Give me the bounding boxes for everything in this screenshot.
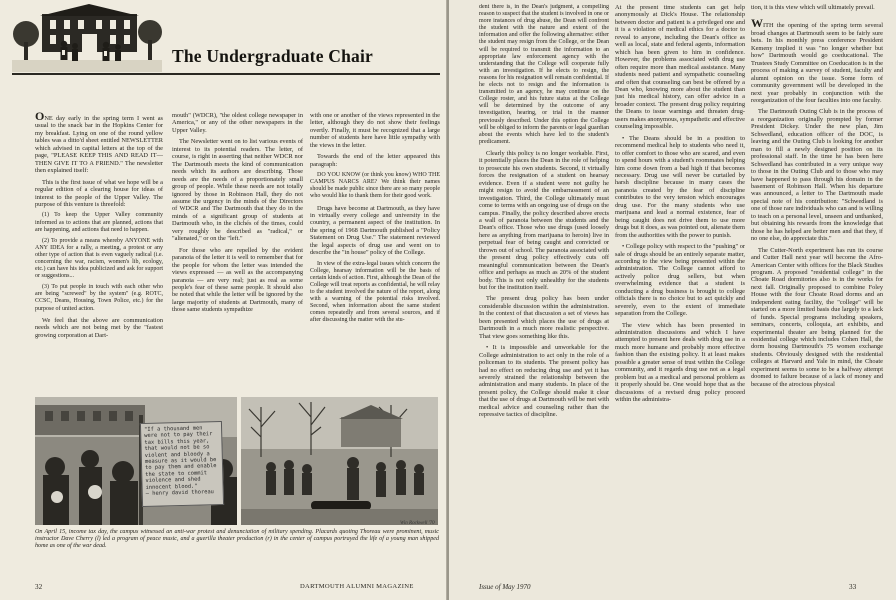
paragraph: Towards the end of the letter appeared this paragraph: (310, 153, 440, 168)
thoreau-placard: "If a thousand men were not to pay their tax bills this year, that would not be so violent and bloody a measure as it would be to pay them and enable the state to commit violence and shed innocent blood." — henry david thoreau (140, 421, 224, 507)
list-item: (1) To keep the Upper Valley community informed as to actions that are planned, actions that are happening, and actions that need to happen. (35, 212, 163, 233)
paragraph: tion, it is this view which will ultimately prevail. (751, 4, 875, 11)
right-column-3 (751, 4, 883, 576)
right-column-1 (479, 4, 609, 576)
paragraph: The Cutter-North experiment has run its course and Cutter Hall next year will become the Afro-American Center with offices for the Black Studies program. A proposed "residential college" in the Choate Road dormitories also is in the works for next fall. Originally proposed to combine Foley House with the four Choate Road dorms and an independent eating facility, the "college" will be started on a more limited basis due largely to a lack of funds. Special programs including speakers, seminars, concerts, colloquia, art exhibits, and experimental theater are being planned for the residential college which includes Cohen Hall, the dorm housing Dartmouth's 75 women exchange students. Obviously designed with the residential colleges at Harvard and Yale in mind, the Choate experiment seems to some to be a halfway attempt doomed to failure because of a lack of money and because of the atrocious physical (751, 246, 883, 388)
left-column-3 (310, 112, 440, 392)
paragraph: ONE day early in the spring term I went as usual to the snack bar in the Hopkins Center for my breakfast. Lying on one of the round yellow tables was a ditto'd sheet entitled NEWSLETTER which advised in capital letters at the top of the page, "PLEASE KEEP THIS AND READ IT—THEN GIVE IT TO A FRIEND." The newsletter then explained itself: (35, 112, 163, 175)
left-page (0, 0, 447, 600)
paragraph: For those who are repelled by the evident paranoia of the letter it is well to remember that for the people for whom the letter was intended the views expressed — as well as the accompanying paranoia — are very real; just as real as some people's fear of these same people. It should also be noted that while the letter will be ignored by the large majority of students at Dartmouth, many of those same students sympathize (172, 246, 303, 314)
paragraph: • The Deans should be in a position to recommend medical help to students who need it, to offer comfort to those who are scared, and even to spend hours with a student's roommates helping him come down from a bad high if that becomes necessary. Drug use will never be curtailed by harsh discipline because in many cases the paranoia created by the fear of discipline contributes to the very tension which encourages drug use. For the many students who use marijuana and lead a normal existence, fear of being caught does not drive them to use more drugs but it does, as was pointed out, alienate them from the authorities with the power to punish. (615, 134, 745, 239)
paragraph: This is the first issue of what we hope will be a regular edition of a clearing house for ideas of interest to the people of the Upper Valley. The purpose of this venture is threefold: (35, 178, 163, 208)
paragraph: with one or another of the views represented in the letter, although they do not show their feelings overtly. Finally, it must be recognized that a large number of students here have little sympathy with the views in the letter. (310, 112, 440, 149)
right-page (449, 0, 896, 600)
paragraph: • It is impossible and unworkable for the College administration to act only in the role of a policeman to its students. The present policy has had no effect on reducing drug use and yet it has severely strained the relationship between the administration and many students. In place of the present policy, the College should make it clear that the use of drugs at Dartmouth will be met with medical advice and counseling rather than the repressive tactics of discipline. (479, 344, 609, 419)
page-number: 33 (849, 583, 857, 591)
article-title: The Undergraduate Chair (172, 46, 373, 66)
list-item: (2) To provide a means whereby ANYONE with ANY IDEA for a rally, a meeting, a protest or any other type of action that is even vaguely radical (i.e. concerning the war, racism, women's lib, ecology, etc.) can have his idea publicized and ask for support or suggestions... (35, 237, 163, 280)
paragraph: Clearly this policy is no longer workable. First, it potentially places the Dean in the role of helping to prosecute his own students. Second, it virtually forces the resignation of a student on hearsay evidence. Even if a student were not guilty he might resign to avoid the embarrassment of an investigation. Third, the College ultimately must come to terms with an ongoing use of drugs on the campus. Finally, the policy described above erects a wall of paranoia between the students and the Dean's office. Those who use drugs (used loosely here as anything from marijuana to heroin) live in perpetual fear of being caught and convicted or thrown out of school. The paranoia associated with the present drug policy effectively cuts off meaningful communication between the Dean's office and perhaps as much as 20% of the student body. This is not only unhealthy for the students but for the institution itself. (479, 149, 609, 292)
paragraph: At the present time students can get help anonymously at Dick's House. The relationship between doctor and patient is a privileged one and it is a violation of medical ethics for a doctor to reveal to anyone, including the Dean's office as well as local, state and federal agents, information which has been given to him in confidence. However, the problems associated with drug use often require more than medical assistance. Many students need patient and sympathetic counseling and often that counseling can best be offered by a Dean who, knowing more about the student than just his medical history, can offer advice in a broader context. The present drug policy requiring the Deans to issue warnings and threaten drug-users makes anonymous, sympathetic and effective counseling impossible. (615, 4, 745, 131)
list-item: (3) To put people in touch with each other who are being "screwed" by the system" (e.g. ROTC, CCSC, Deans, Housing, Town Police, etc.) for the purpose of united action. (35, 284, 163, 312)
issue-date: Issue of May 1970 (479, 583, 531, 591)
left-column-1 (35, 112, 163, 392)
paragraph: • College policy with respect to the "pushing" or sale of drugs should be an entirely separate matter, according to the view being presented within the administration. The College cannot afford to actively police drug sellers, but when overwhelming evidence that a student is conducting a drug business is brought to college officials there is no choice but to act quickly and severely, even to the extent of immediate separation from the College. (615, 243, 745, 318)
right-column-2 (615, 4, 745, 576)
drop-cap: W (751, 16, 763, 31)
paragraph: mouth" (WDCR), "the oldest college newspaper in America," or any of the other newspapers in the Upper Valley. (172, 112, 303, 134)
paragraph: The present drug policy has been under considerable discussion within the administration. In the context of that discussion a set of views has been presented which places the use of drugs at Dartmouth in a much more realistic perspective. That view goes something like this. (479, 295, 609, 340)
magazine-name: DARTMOUTH ALUMNI MAGAZINE (300, 583, 414, 590)
photo-credit: Win Rockwell '70 (400, 521, 435, 526)
paragraph: Drugs have become at Dartmouth, as they have in virtually every college and university in the country, a permanent aspect of the institution. In the spring of 1968 Dartmouth published a "Policy Statement on Drug Use." The statement reviewed the legal aspects of drug use and went on to describe the "in house" policy of the College. (310, 204, 440, 257)
paragraph: The view which has been presented in administration discussions and which I have attempted to present here deals with drug use in a much more humane and probably more effective fashion than the existing policy. It at least makes possible a greater sense of trust within the College community, and it regards drug use not as a legal problem but as a medical and personal problem as it properly should be. One would hope that as the discussions of a revised drug policy proceed within the administra- (615, 321, 745, 404)
masthead-illustration (12, 4, 162, 72)
page-number: 32 (35, 583, 43, 591)
quoted-paragraph: dent there is, in the Dean's judgment, a compelling reason to suspect that the student is involved in one or more instances of drug abuse, the Dean will confront the student with the nature and extent of the information and offer the following alternative: either the student may resign from the College, or the Dean will be required to transmit the information to an appropriate law enforcement agency with the understanding that the College will cooperate fully with an investigation. If he elects to resign, the reasons for his resignation will remain confidential. If he elects not to resign and the information is transmitted to an agency, he may continue on the College roster, and his future status at the College will be determined by the outcome of any investigation, hearing, or trial in the manner previously described. Under this option the College will be obliged to inform the parents or legal guardian about the events which have led to the student's predicament. (479, 4, 609, 145)
guerilla-theater-photo (241, 397, 438, 525)
paragraph: The Dartmouth Outing Club is in the process of a reorganization originally prompted by former President Dickey. Under the new plan, Jim Schwedland, education officer of the DOC, is leaving and the Outing Club is looking for another man to fill a newly designed position on its professional staff. In the time he has been here Schwedland has contributed in a very unique way to those in the Outing Club and to those who may have happened to pass through his domain in the basement of Robinson Hall. When his departure was announced, a letter to The Dartmouth made special note of his contribution: "Schwedland is one of those rare individuals who can and is willing to teach on a personal level, unseen and unthanked, but obtaining his rewards from the knowledge that those he has helped are better men and that they, if no one else, do appreciate this." (751, 108, 883, 243)
paragraph: The Newsletter went on to list various events of interest to its potential readers. The letter, of course, is right in asserting that neither WDCR nor The Dartmouth meets the kind of communication needs which its authors are describing. Those needs are the needs of a proportionately small group of people. While these needs are not totally ignored by those in Robinson Hall, they do not assume the urgency in the minds of the Directors of WDCR and The Dartmouth that they do in the minds of a significant group of students at Dartmouth who, in the clichés of the times, could very roughly be described as "radical," or "alienated," or on the "left." (172, 138, 303, 243)
quoted-paragraph: DO YOU KNOW (or think you know) WHO THE CAMPUS NARCS ARE? We think their names should be made public since there are so many people who would like to thank them for their good work. (310, 172, 440, 200)
photo-caption: On April 15, income tax day, the campus witnessed an anti-war protest and denunciation of military spending. Placards quoting Thoreau were prominent, music instructor Dave Cherry (l) led a program of peace music, and a guerilla theater production (r) in the center of campus portrayed the life of a young man shipped home as one of the war dead. (35, 529, 439, 550)
drop-cap: O (35, 112, 45, 123)
quoted-paragraph: In view of the extra-legal issues which concern the College, hearsay information will be the basis of certain kinds of action. First, although the Dean of the College will treat reports as confidential, he will relay to the student involved the nature of the report, along with a warning of the potential risks involved. Second, when information about the same student comes repeatedly and from several sources, and if after discussing the matter with the stu- (310, 260, 440, 324)
title-rule (12, 73, 440, 75)
paragraph: We feel that the above are communication needs which are not being met by the "fastest growing corporation at Dart- (35, 316, 163, 339)
paragraph: WITH the opening of the spring term several broad changes at Dartmouth seem to be fairly sure bets. In his monthly press conference President Kemeny implied it was "no longer whether but how" Dartmouth would go coeducational. The Trustees Study Committee on Coeducation is in the process of making a survey of student, faculty and alumni opinion on the issue. Some form of community government will be developed in the next year probably in conjunction with the reorganization of the four faculties into one faculty. (751, 16, 883, 104)
left-column-2 (172, 112, 303, 392)
